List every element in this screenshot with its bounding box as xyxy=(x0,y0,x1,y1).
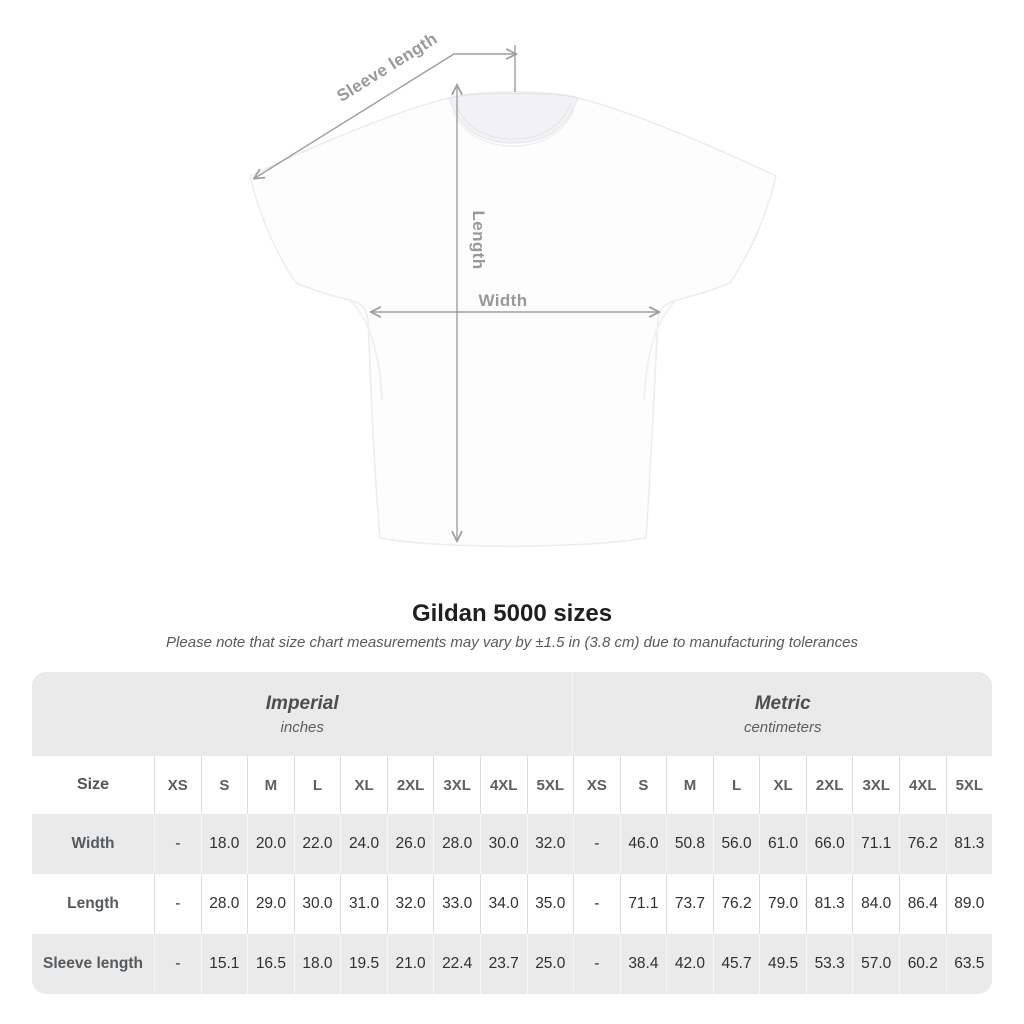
table-cell: 76.2 xyxy=(899,814,946,874)
table-cell: 18.0 xyxy=(294,934,341,994)
table-cell: 34.0 xyxy=(480,874,527,934)
table-cell: 20.0 xyxy=(247,814,294,874)
size-header-xs: XS xyxy=(573,756,620,814)
size-header-4xl: 4XL xyxy=(899,756,946,814)
table-cell: 38.4 xyxy=(620,934,667,994)
table-cell: 18.0 xyxy=(201,814,248,874)
table-cell: 56.0 xyxy=(713,814,760,874)
imperial-name: Imperial xyxy=(265,692,339,714)
table-cell: 30.0 xyxy=(480,814,527,874)
table-cell: 84.0 xyxy=(852,874,899,934)
table-cell: 63.5 xyxy=(946,934,992,994)
metric-unit: centimeters xyxy=(743,718,822,736)
size-header-l: L xyxy=(294,756,341,814)
table-cell: 45.7 xyxy=(713,934,760,994)
table-cell: 32.0 xyxy=(387,874,434,934)
size-header-xs: XS xyxy=(154,756,201,814)
size-header-2xl: 2XL xyxy=(387,756,434,814)
table-row-length xyxy=(32,874,992,934)
table-cell: 30.0 xyxy=(294,874,341,934)
size-header-s: S xyxy=(620,756,667,814)
table-cell: 76.2 xyxy=(713,874,760,934)
size-header-xl: XL xyxy=(340,756,387,814)
table-cell: 46.0 xyxy=(620,814,667,874)
table-cell: 71.1 xyxy=(852,814,899,874)
table-cell: 21.0 xyxy=(387,934,434,994)
table-cell: - xyxy=(573,934,620,994)
size-header-m: M xyxy=(666,756,713,814)
table-cell: 66.0 xyxy=(806,814,853,874)
table-cell: 86.4 xyxy=(899,874,946,934)
sleeve-length-label: Sleeve length xyxy=(333,28,441,106)
row-label: Length xyxy=(67,895,119,912)
page-title: Gildan 5000 sizes xyxy=(411,600,613,627)
table-cell: - xyxy=(154,814,201,874)
table-cell: 79.0 xyxy=(759,874,806,934)
imperial-header xyxy=(32,672,572,756)
table-cell: - xyxy=(154,874,201,934)
table-cell: 23.7 xyxy=(480,934,527,994)
tolerance-note: Please note that size chart measurements may vary by ±1.5 in (3.8 cm) due to manufacturing tolerances xyxy=(166,634,858,651)
table-cell: 49.5 xyxy=(759,934,806,994)
table-cell: 16.5 xyxy=(247,934,294,994)
size-header-5xl: 5XL xyxy=(946,756,992,814)
table-cell: 35.0 xyxy=(527,874,574,934)
size-header-3xl: 3XL xyxy=(433,756,480,814)
table-cell: 22.4 xyxy=(433,934,480,994)
unit-header-row xyxy=(32,672,992,756)
width-label: Width xyxy=(478,291,528,310)
table-cell: 32.0 xyxy=(527,814,574,874)
size-column-header: Size xyxy=(76,776,109,793)
metric-name: Metric xyxy=(754,692,811,714)
table-cell: 53.3 xyxy=(806,934,853,994)
table-cell: 42.0 xyxy=(666,934,713,994)
table-cell: 19.5 xyxy=(340,934,387,994)
row-label: Width xyxy=(71,835,115,852)
table-row-sleeve-length xyxy=(32,934,992,994)
table-cell: 89.0 xyxy=(946,874,992,934)
table-cell: 81.3 xyxy=(806,874,853,934)
table-cell: 28.0 xyxy=(201,874,248,934)
size-header-4xl: 4XL xyxy=(480,756,527,814)
table-cell: 50.8 xyxy=(666,814,713,874)
metric-header xyxy=(572,672,992,756)
table-cell: - xyxy=(573,874,620,934)
table-cell: 71.1 xyxy=(620,874,667,934)
size-header-3xl: 3XL xyxy=(852,756,899,814)
table-cell: - xyxy=(573,814,620,874)
size-header-2xl: 2XL xyxy=(806,756,853,814)
size-header-row xyxy=(32,756,992,814)
size-table xyxy=(32,672,992,994)
size-header-s: S xyxy=(201,756,248,814)
tshirt-illustration xyxy=(250,92,776,546)
table-cell: 22.0 xyxy=(294,814,341,874)
table-cell: 25.0 xyxy=(527,934,574,994)
size-header-m: M xyxy=(247,756,294,814)
table-cell: 60.2 xyxy=(899,934,946,994)
size-header-l: L xyxy=(713,756,760,814)
table-cell: 28.0 xyxy=(433,814,480,874)
table-cell: - xyxy=(154,934,201,994)
table-cell: 31.0 xyxy=(340,874,387,934)
size-header-xl: XL xyxy=(759,756,806,814)
table-cell: 33.0 xyxy=(433,874,480,934)
table-cell: 29.0 xyxy=(247,874,294,934)
table-cell: 73.7 xyxy=(666,874,713,934)
imperial-unit: inches xyxy=(280,718,324,736)
table-cell: 61.0 xyxy=(759,814,806,874)
table-row-width xyxy=(32,814,992,874)
table-cell: 57.0 xyxy=(852,934,899,994)
size-header-5xl: 5XL xyxy=(527,756,574,814)
length-label: Length xyxy=(469,210,488,270)
row-label: Sleeve length xyxy=(43,955,143,972)
table-cell: 15.1 xyxy=(201,934,248,994)
table-cell: 81.3 xyxy=(946,814,992,874)
table-cell: 24.0 xyxy=(340,814,387,874)
table-cell: 26.0 xyxy=(387,814,434,874)
